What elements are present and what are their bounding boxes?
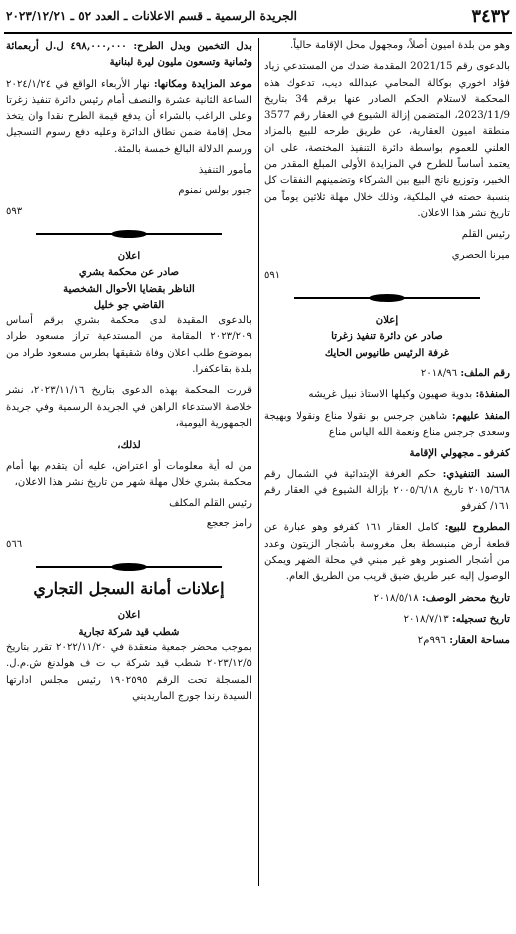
intro-text: وهو من بلدة اميون أصلاً، ومجهول محل الإقامة حالياً.: [289, 40, 510, 51]
clerk-name: رامز جعجع: [206, 518, 252, 530]
page-number: ٣٤٣٢: [471, 6, 510, 27]
left-column: [6, 38, 252, 710]
executor-value: بدوية صهيون وكيلها الاستاذ نبيل غريشه: [308, 389, 473, 401]
deed-value: حكم الغرفة الإبتدائية في الشمال رقم ٢٠١٥/٦٦٨ تاريخ ٢٠٠٥/٦/١٨ بإزالة الشيوع في العقار رقم ١٦١/ كفرفو: [264, 468, 511, 513]
offered-label: المطروح للبيع:: [444, 521, 510, 534]
offered-property: [264, 519, 510, 585]
announcement-label: اعلان: [117, 609, 141, 622]
residence: كفرفو ـ مجهولي الإقامة: [409, 447, 510, 460]
auction-venue: [6, 76, 252, 158]
right-column: [264, 38, 510, 654]
property-area: [264, 632, 510, 649]
announcement-paragraph: بالدعوى المقيدة لدى محكمة بشري برقم أساس ٢٠٢٣/٢٠٩ المقامة من المستدعية تراز مسعود طراد بموضوع طلب اعلان وفاة شقيقها بطرس مسعود طراد من بلدة بقاعكفرا.: [6, 315, 252, 376]
registration-date-label: تاريخ تسجيله:: [452, 612, 510, 625]
announcement-paragraph: لذلك،: [117, 439, 141, 452]
debtors-value: شاهين جرجس بو نقولا مناع ونقولا وبهيجة وسعدى جرجس مناع ونعمة الله الياس مناع: [264, 410, 510, 438]
registration-date-value: ٢٠١٨/٧/١٣: [403, 613, 449, 625]
announcement-label: اعلان: [117, 249, 141, 262]
clerk-title: رئيس القلم: [461, 229, 510, 241]
auction-venue-label: موعد المزايدة ومكانها:: [153, 77, 252, 90]
property-area-value: ٩٩٦م٢: [417, 635, 446, 647]
announcement-issuer: صادر عن دائرة تنفيذ زغرتا: [331, 330, 443, 343]
estimate-text: بدل التخمين وبدل الطرح: ٤٩٨,٠٠٠,٠٠٠ ل.ل أربعمائة وثمانية وتسعون مليون ليرة لبنانية: [6, 40, 252, 69]
officer-title: مأمور التنفيذ: [198, 165, 252, 177]
property-area-label: مساحة العقار:: [449, 634, 510, 647]
file-number-value: ٢٠١٨/٩٦: [420, 368, 458, 380]
announcement-issuer: صادر عن محكمة بشري: [78, 266, 180, 279]
announcement-title: شطب قيد شركة تجارية: [78, 625, 180, 638]
clerk-title: رئيس القلم المكلف: [169, 498, 252, 510]
description-date: [264, 590, 510, 607]
judge-name: القاضي جو خليل: [93, 298, 165, 311]
clerk-name: ميرنا الحصري: [451, 249, 510, 261]
auction-venue-value: نهار الأربعاء الواقع في ٢٠٢٤/١/٢٤ الساعة الثانية عشرة والنصف أمام رئيس دائرة تنفيذ زغرتا وعلى الراغب بالشراء أن يدفع قيمة الطرح نقدا وان يتخذ محل إقامة ضمن نطاق الدائرة وعليه دفع رسوم التسجيل ورسم الدلالة البالغ خمسة بالمئة.: [6, 78, 252, 155]
debtors-label: المنفذ عليهم:: [451, 409, 510, 422]
deed-label: السند التنفيذي:: [442, 467, 510, 480]
announcement-paragraph: بموجب محضر جمعية منعقدة في ٢٠٢٢/١١/٢٠ تقرر بتاريخ ٢٠٢٣/١٢/٥ شطب قيد شركة ب ت ف هولدنغ ش.م.ل. المسجلة تحت الرقم ١٩٠٢٥٩٥ رئيس مجلس ادارتها السيدة رندا جورج الماريديني: [6, 641, 252, 702]
section-divider: [36, 230, 222, 238]
page-header: [4, 6, 512, 34]
executor-label: المنفذة:: [475, 388, 510, 401]
judge-role: الناظر بقضايا الأحوال الشخصية: [63, 282, 195, 295]
registration-date: [264, 611, 510, 628]
header-title: الجريدة الرسمية ـ قسم الاعلانات ـ العدد ٥٢ ـ ٢٠٢٣/١٢/٢١: [6, 9, 297, 23]
section-divider: [294, 294, 480, 302]
reference-number: ٥٩٣: [6, 205, 23, 217]
reference-number: ٥٩١: [264, 269, 281, 281]
debtors: [264, 408, 510, 442]
description-date-value: ٢٠١٨/٥/١٨: [373, 592, 419, 604]
offered-value: كامل العقار ١٦١ كفرفو وهو عبارة عن قطعة أرض منبسطة بعل مغروسة بأشجار الزيتون وعدد من أشجار الصنوبر وهو غير مبني في محلة الضهر ويمكن الوصول إليه عبر طريق ضيق قريب من الطريق العام.: [264, 522, 510, 583]
announcement-paragraph: من له أية معلومات أو اعتراض، عليه أن يتقدم بها أمام محكمة بشري خلال مهلة شهر من تاريخ نشر هذا الاعلان،: [6, 460, 252, 488]
officer-name: جبور بولس نمنوم: [178, 185, 252, 197]
executor: [264, 386, 510, 403]
column-divider: [258, 38, 259, 886]
file-number: [264, 365, 510, 382]
announcement-label: إعلان: [375, 314, 399, 327]
deed: [264, 466, 510, 516]
description-date-label: تاريخ محضر الوصف:: [421, 591, 510, 604]
announcement-room: غرفة الرئيس طانيوس الحايك: [324, 346, 450, 359]
file-number-label: رقم الملف:: [460, 367, 510, 380]
announcement-paragraph: قررت المحكمة بهذه الدعوى بتاريخ ٢٠٢٣/١١/١٦، نشر خلاصة الاستدعاء الراهن في الجريدة الرسمية وفي جريدة الجمهورية اليومية،: [6, 385, 253, 429]
section-divider: [36, 563, 222, 571]
reference-number: ٥٦٦: [6, 538, 23, 550]
notice-body: بالدعوى رقم 2021/15 المقدمة ضدك من المستدعي زياد فؤاد اخوري بوكالة المحامي عبدالله ديب، تدعوك هذه المحكمة لاستلام الحكم الصادر عنها برقم 34 بتاريخ 2023/11/9، المتضمن إزالة الشيوع في العقار رقم 3577 منطقة اميون العقارية، عن طريق طرحه للبيع بالمزاد العلني للعموم بواسطة دائرة التنفيذ المختصة، على ان يعتمد أساساً للطرح في المزايدة الأولى المبلغ المقدر من الخبير، وتوزيع ناتج البيع بين الشركاء وتضمينهم النفقات كل بنسبة حصته في الملكية، وذلك خلال مهلة ثلاثين يوماً من تاريخ نشر هذا الاعلان.: [264, 61, 510, 219]
section-title: إعلانات أمانة السجل التجاري: [33, 579, 225, 599]
